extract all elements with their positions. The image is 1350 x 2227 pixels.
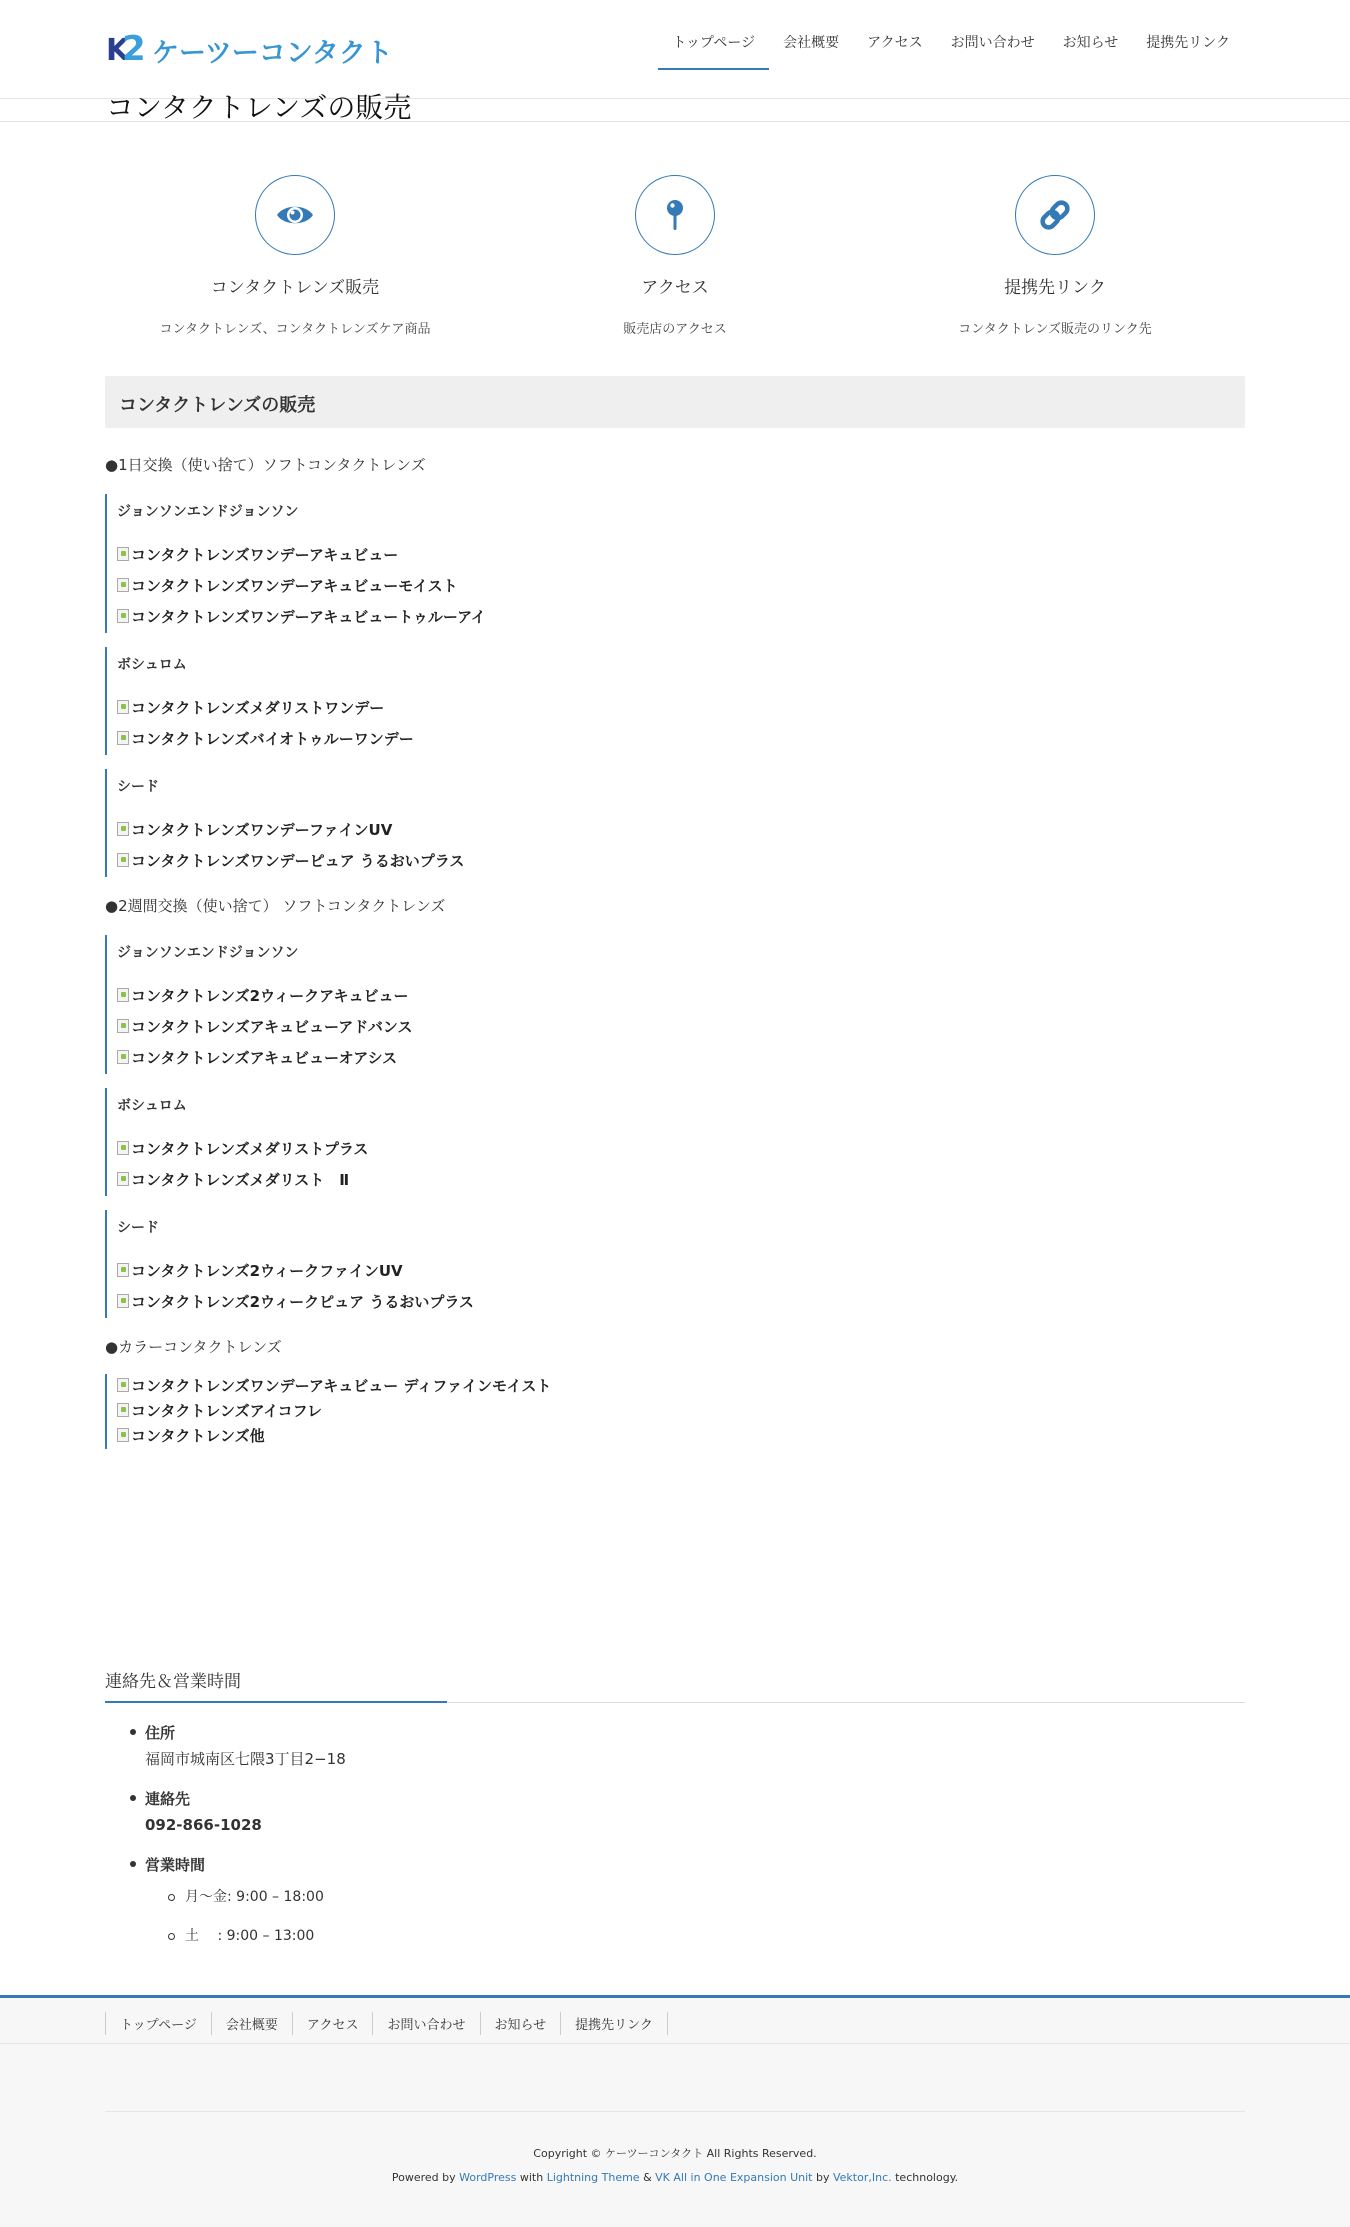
hours-saturday-text: 土 : 9:00 – 13:00: [185, 1928, 315, 1944]
broken-image-icon: [117, 822, 129, 836]
nav-item-top[interactable]: トップページ: [658, 26, 769, 70]
product-alt-text: コンタクトレンズワンデーアキュビュー: [131, 546, 399, 564]
broken-image-icon: [117, 1403, 129, 1417]
feature-desc: コンタクトレンズ販売のリンク先: [958, 322, 1152, 337]
brand-label: ジョンソンエンドジョンソン: [117, 504, 299, 520]
contact-hours: [145, 1852, 1045, 1956]
product-image-link[interactable]: [117, 1374, 1245, 1399]
feature-title[interactable]: アクセス: [641, 278, 709, 298]
product-image-link[interactable]: [117, 1424, 1245, 1449]
hours-list: [185, 1878, 1045, 1956]
broken-image-icon: [117, 1263, 129, 1277]
product-image-link[interactable]: [117, 846, 1245, 877]
copyright-text: Copyright © ケーツーコンタクト All Rights Reserved.: [533, 2147, 817, 2160]
broken-image-icon: [117, 578, 129, 592]
link-icon: [1034, 194, 1076, 236]
broken-image-icon: [117, 853, 129, 867]
eye-icon: [274, 194, 316, 236]
contact-address: [145, 1720, 1045, 1772]
product-alt-text: コンタクトレンズワンデーアキュビュートゥルーアイ: [131, 608, 486, 626]
bullet-icon: [130, 1729, 136, 1735]
bullet-icon: [130, 1795, 136, 1801]
site-logo[interactable]: [106, 30, 393, 70]
powered-by-word: by: [812, 2171, 833, 2184]
footer-nav: [105, 2012, 668, 2035]
feature-sales[interactable]: [105, 175, 485, 337]
site-footer: [0, 1995, 1350, 2227]
product-image-link[interactable]: [117, 571, 1245, 602]
brand-label: ボシュロム: [117, 1098, 187, 1114]
hours-saturday: [185, 1917, 1045, 1956]
powered-by: [0, 2171, 1350, 2184]
product-alt-text: コンタクトレンズワンデーファインUV: [131, 821, 393, 839]
footer-divider-inner: [105, 2111, 1245, 2112]
powered-amp: &: [639, 2171, 656, 2184]
feature-links[interactable]: [865, 175, 1245, 337]
footer-nav-news[interactable]: お知らせ: [480, 2012, 561, 2035]
category-label: ●カラーコンタクトレンズ: [105, 1338, 282, 1356]
contact-widget-title: 連絡先＆営業時間: [105, 1672, 241, 1692]
broken-image-icon: [117, 1050, 129, 1064]
product-alt-text: コンタクトレンズワンデーアキュビュー ディファインモイスト: [131, 1377, 552, 1395]
product-image-link[interactable]: [117, 1256, 1245, 1287]
footer-nav-top[interactable]: トップページ: [105, 2012, 211, 2035]
powered-suffix: technology.: [891, 2171, 959, 2184]
brand-label: シード: [117, 1220, 159, 1236]
site-header: [0, 0, 1350, 99]
broken-image-icon: [117, 700, 129, 714]
contact-title-accent: [105, 1701, 447, 1703]
nav-item-contact[interactable]: お問い合わせ: [950, 35, 1035, 51]
broken-image-icon: [117, 547, 129, 561]
product-alt-text: コンタクトレンズワンデーピュア うるおいプラス: [131, 852, 465, 870]
powered-prefix: Powered by: [391, 2171, 460, 2184]
hours-weekday-text: 月〜金: 9:00 – 18:00: [185, 1889, 324, 1905]
product-image-link[interactable]: [117, 1165, 1245, 1196]
bullet-icon: [130, 1861, 136, 1867]
footer-nav-company[interactable]: 会社概要: [211, 2012, 292, 2035]
brand-block: [105, 1374, 1245, 1449]
map-pin-icon: [654, 194, 696, 236]
brand-label: ジョンソンエンドジョンソン: [117, 945, 299, 961]
broken-image-icon: [117, 1141, 129, 1155]
product-image-link[interactable]: [117, 1287, 1245, 1318]
feature-icon-circle[interactable]: [255, 175, 335, 255]
hours-label: 営業時間: [145, 1856, 206, 1874]
product-image-link[interactable]: [117, 1043, 1245, 1074]
product-alt-text: コンタクトレンズバイオトゥルーワンデー: [131, 730, 414, 748]
powered-with: with: [516, 2171, 547, 2184]
product-alt-text: コンタクトレンズアキュビューアドバンス: [131, 1018, 413, 1036]
wordpress-link[interactable]: WordPress: [459, 2171, 517, 2184]
phone-value[interactable]: 092-866-1028: [145, 1816, 262, 1834]
product-alt-text: コンタクトレンズ2ウィークアキュビュー: [131, 987, 409, 1005]
product-image-link[interactable]: [117, 1012, 1245, 1043]
vektor-link[interactable]: Vektor,Inc.: [832, 2171, 892, 2184]
feature-icon-circle[interactable]: [1015, 175, 1095, 255]
logo-text: ケーツーコンタクト: [152, 37, 393, 69]
product-image-link[interactable]: [117, 693, 1245, 724]
broken-image-icon: [117, 1378, 129, 1392]
nav-item-company[interactable]: 会社概要: [783, 35, 840, 51]
feature-title[interactable]: 提携先リンク: [1004, 278, 1106, 298]
feature-icon-circle[interactable]: [635, 175, 715, 255]
product-image-link[interactable]: [117, 724, 1245, 755]
product-image-link[interactable]: [117, 815, 1245, 846]
product-alt-text: コンタクトレンズ2ウィークピュア うるおいプラス: [131, 1293, 474, 1311]
page-title: コンタクトレンズの販売: [106, 91, 412, 124]
brand-block: [105, 1088, 1245, 1196]
product-image-link[interactable]: [117, 1134, 1245, 1165]
product-image-link[interactable]: [117, 1399, 1245, 1424]
product-list: [105, 450, 1245, 1449]
feature-desc: コンタクトレンズ、コンタクトレンズケア商品: [159, 322, 431, 337]
global-nav: [658, 26, 1244, 70]
logo-mark-icon: K 2: [106, 29, 146, 69]
product-alt-text: コンタクトレンズワンデーアキュビューモイスト: [131, 577, 458, 595]
product-alt-text: コンタクトレンズ他: [131, 1427, 265, 1445]
product-alt-text: コンタクトレンズメダリストワンデー: [131, 699, 385, 717]
broken-image-icon: [117, 988, 129, 1002]
footer-nav-links[interactable]: 提携先リンク: [560, 2012, 668, 2035]
address-label: 住所: [145, 1724, 176, 1742]
section-heading-text: コンタクトレンズの販売: [119, 395, 316, 416]
contact-list: [145, 1720, 1045, 1956]
hours-weekday: [185, 1878, 1045, 1917]
address-value: 福岡市城南区七隈3丁目2−18: [145, 1750, 346, 1768]
feature-row: [105, 175, 1245, 337]
category-label: ●2週間交換（使い捨て） ソフトコンタクトレンズ: [105, 897, 446, 915]
footer-nav-contact[interactable]: お問い合わせ: [372, 2012, 479, 2035]
brand-block: [105, 647, 1245, 755]
footer-nav-access[interactable]: アクセス: [292, 2012, 373, 2035]
contact-phone: [145, 1786, 1045, 1838]
product-alt-text: コンタクトレンズメダリスト Ⅱ: [131, 1171, 350, 1189]
circle-bullet-icon: [168, 1894, 175, 1901]
category-label: ●1日交換（使い捨て）ソフトコンタクトレンズ: [105, 456, 426, 474]
brand-block: [105, 935, 1245, 1074]
product-alt-text: コンタクトレンズアイコフレ: [131, 1402, 323, 1420]
product-image-link[interactable]: [117, 602, 1245, 633]
section-heading: [105, 376, 1245, 428]
feature-access[interactable]: [485, 175, 865, 337]
broken-image-icon: [117, 1428, 129, 1442]
product-alt-text: コンタクトレンズ2ウィークファインUV: [131, 1262, 403, 1280]
circle-bullet-icon: [168, 1933, 175, 1940]
nav-item-access[interactable]: アクセス: [867, 35, 923, 51]
broken-image-icon: [117, 1019, 129, 1033]
phone-label: 連絡先: [145, 1790, 191, 1808]
product-image-link[interactable]: [117, 540, 1245, 571]
brand-block: [105, 494, 1245, 633]
broken-image-icon: [117, 1172, 129, 1186]
nav-item-links[interactable]: 提携先リンク: [1146, 35, 1230, 51]
feature-title[interactable]: コンタクトレンズ販売: [210, 278, 380, 298]
broken-image-icon: [117, 731, 129, 745]
brand-block: [105, 1210, 1245, 1318]
vk-expansion-link[interactable]: VK All in One Expansion Unit: [655, 2171, 813, 2184]
broken-image-icon: [117, 609, 129, 623]
footer-divider: [0, 2043, 1350, 2044]
brand-block: [105, 769, 1245, 877]
brand-label: ボシュロム: [117, 657, 187, 673]
lightning-theme-link[interactable]: Lightning Theme: [546, 2171, 640, 2184]
product-image-link[interactable]: [117, 981, 1245, 1012]
feature-desc: 販売店のアクセス: [623, 322, 727, 337]
product-alt-text: コンタクトレンズアキュビューオアシス: [131, 1049, 398, 1067]
nav-item-news[interactable]: お知らせ: [1062, 35, 1119, 51]
product-alt-text: コンタクトレンズメダリストプラス: [131, 1140, 369, 1158]
broken-image-icon: [117, 1294, 129, 1308]
brand-label: シード: [117, 779, 159, 795]
